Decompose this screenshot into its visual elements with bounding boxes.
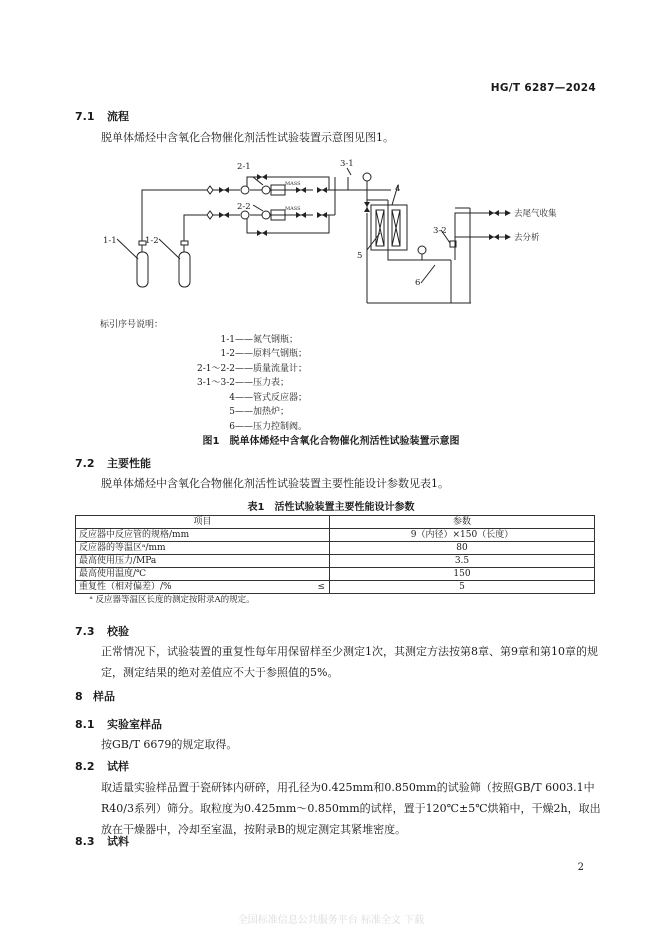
section-7-1-heading [75, 108, 129, 124]
table-header-row [76, 516, 595, 529]
legend-item [100, 391, 308, 406]
label-1-2: 1-2 [145, 236, 159, 246]
legend-key: 6 [229, 421, 235, 432]
outlet-tail-gas: 去尾气收集 [514, 209, 557, 219]
legend-key: 1-1 [220, 334, 235, 345]
table-cell-item [76, 581, 330, 594]
table-cell-item: 最高使用压力/MPa [76, 555, 330, 568]
legend-value: ——压力控制阀。 [235, 421, 308, 432]
table-cell-item: 最高使用温度/℃ [76, 568, 330, 581]
table-caption: 表1 活性试验装置主要性能设计参数 [247, 502, 415, 513]
section-title: 实验室样品 [107, 718, 162, 731]
legend-value: ——质量流量计； [235, 363, 308, 374]
label-2-2: 2-2 [237, 202, 251, 212]
mass-label: MASS [285, 206, 301, 212]
legend-key: 3-1～3-2 [197, 378, 235, 388]
label-5: 5 [357, 251, 363, 261]
mass-label: MASS [285, 181, 301, 187]
legend-item [100, 405, 290, 420]
section-7-3-text: 正常情况下，试验装置的重复性每年用保留样至少测定1次，其测定方法按第8章、第9章和第10章的规定，测定结果的绝对差值应不大于参照值的5%。 [101, 645, 598, 679]
table-row [76, 581, 595, 594]
legend-value: ——氮气钢瓶； [235, 334, 299, 345]
legend-item [100, 347, 308, 362]
section-8-1-heading [75, 716, 162, 732]
table-cell-value: 3.5 [330, 555, 595, 568]
section-7-2-heading [75, 455, 151, 471]
feed-gas-cylinder [179, 241, 190, 287]
nitrogen-cylinder [137, 241, 148, 287]
table-cell-value: 5 [330, 581, 595, 594]
section-8-1-text: 按GB/T 6679的规定取得。 [101, 738, 238, 751]
table-item-text: 重复性（相对偏差）/% [79, 582, 172, 592]
table-cell-item: 反应器的等温区ᵃ/mm [76, 542, 330, 555]
section-number: 8.1 [75, 718, 95, 731]
section-number: 8.3 [75, 835, 95, 848]
pressure-gauge-3-2 [418, 246, 426, 254]
table-cell-item: 反应器中反应管的规格/mm [76, 529, 330, 542]
section-number: 7.1 [75, 110, 95, 123]
apparatus-diagram [95, 155, 575, 315]
table-row [76, 542, 595, 555]
legend-key: 5 [229, 407, 235, 417]
section-8-3-heading [75, 833, 129, 849]
table-cell-value: 9（内径）×150（长度） [330, 529, 595, 542]
section-7-2-text: 脱单体烯烃中含氧化合物催化剂活性试验装置主要性能设计参数见表1。 [101, 477, 449, 490]
label-3-2: 3-2 [433, 226, 447, 236]
spec-table [75, 515, 595, 606]
section-8-heading [75, 688, 115, 704]
label-2-1: 2-1 [237, 162, 251, 172]
label-6: 6 [415, 278, 421, 288]
figure-legend [100, 318, 308, 434]
gauge-icon [241, 186, 249, 194]
section-title: 试料 [107, 835, 129, 848]
section-number: 8 [75, 690, 83, 703]
label-4: 4 [395, 184, 401, 194]
le-symbol: ≤ [317, 582, 325, 592]
legend-item [100, 333, 299, 348]
legend-key: 4 [229, 392, 235, 403]
table-row [76, 529, 595, 542]
legend-value: ——原料气钢瓶； [235, 349, 308, 359]
page-number: 2 [577, 862, 584, 873]
legend-value: ——管式反应器； [235, 392, 308, 403]
pressure-gauge-3-1 [363, 173, 371, 181]
figure-caption: 图1 脱单体烯烃中含氧化合物催化剂活性试验装置示意图 [202, 436, 460, 447]
section-title: 试样 [107, 760, 129, 773]
table-cell-value: 150 [330, 568, 595, 581]
section-7-1-text: 脱单体烯烃中含氧化合物催化剂活性试验装置示意图见图1。 [101, 131, 394, 144]
legend-key: 2-1～2-2 [197, 363, 235, 374]
legend-title: 标引序号说明： [100, 320, 164, 330]
table-header: 项目 [76, 516, 330, 529]
table-row [76, 568, 595, 581]
section-7-3-heading [75, 623, 129, 639]
legend-key: 1-2 [220, 349, 235, 359]
section-8-2-text: 取适量实验样品置于瓷研钵内研碎，用孔径为0.425mm和0.850mm的试验筛（按照GB/T 6003.1中R40/3系列）筛分。取粒度为0.425mm～0.850mm的试样，置于120℃±5℃烘箱中，干燥2h，取出放在干燥器中，冷却至室温，按附录B的规定测定其紧堆密度。 [101, 781, 601, 836]
section-number: 7.3 [75, 625, 95, 638]
section-title: 校验 [107, 625, 129, 638]
table-footnote: ᵃ 反应器等温区长度的测定按附录A的规定。 [76, 594, 595, 607]
section-title: 主要性能 [107, 457, 151, 470]
section-8-2-heading [75, 758, 129, 774]
label-1-1: 1-1 [103, 236, 117, 246]
section-number: 7.2 [75, 457, 95, 470]
section-number: 8.2 [75, 760, 95, 773]
section-title: 流程 [107, 110, 129, 123]
section-title: 样品 [93, 690, 115, 703]
legend-item [100, 376, 290, 391]
legend-value: ——压力表； [235, 378, 290, 388]
legend-value: ——加热炉； [235, 407, 290, 417]
watermark: 全国标准信息公共服务平台 标准全文 下载 [237, 915, 425, 926]
gauge-icon [241, 211, 249, 219]
label-3-1: 3-1 [340, 159, 354, 169]
legend-item [100, 362, 308, 377]
table-footnote-row [76, 594, 595, 607]
table-cell-value: 80 [330, 542, 595, 555]
outlet-analysis: 去分析 [514, 233, 540, 243]
table-header: 参数 [330, 516, 595, 529]
table-row [76, 555, 595, 568]
standard-code: HG/T 6287—2024 [490, 82, 596, 94]
